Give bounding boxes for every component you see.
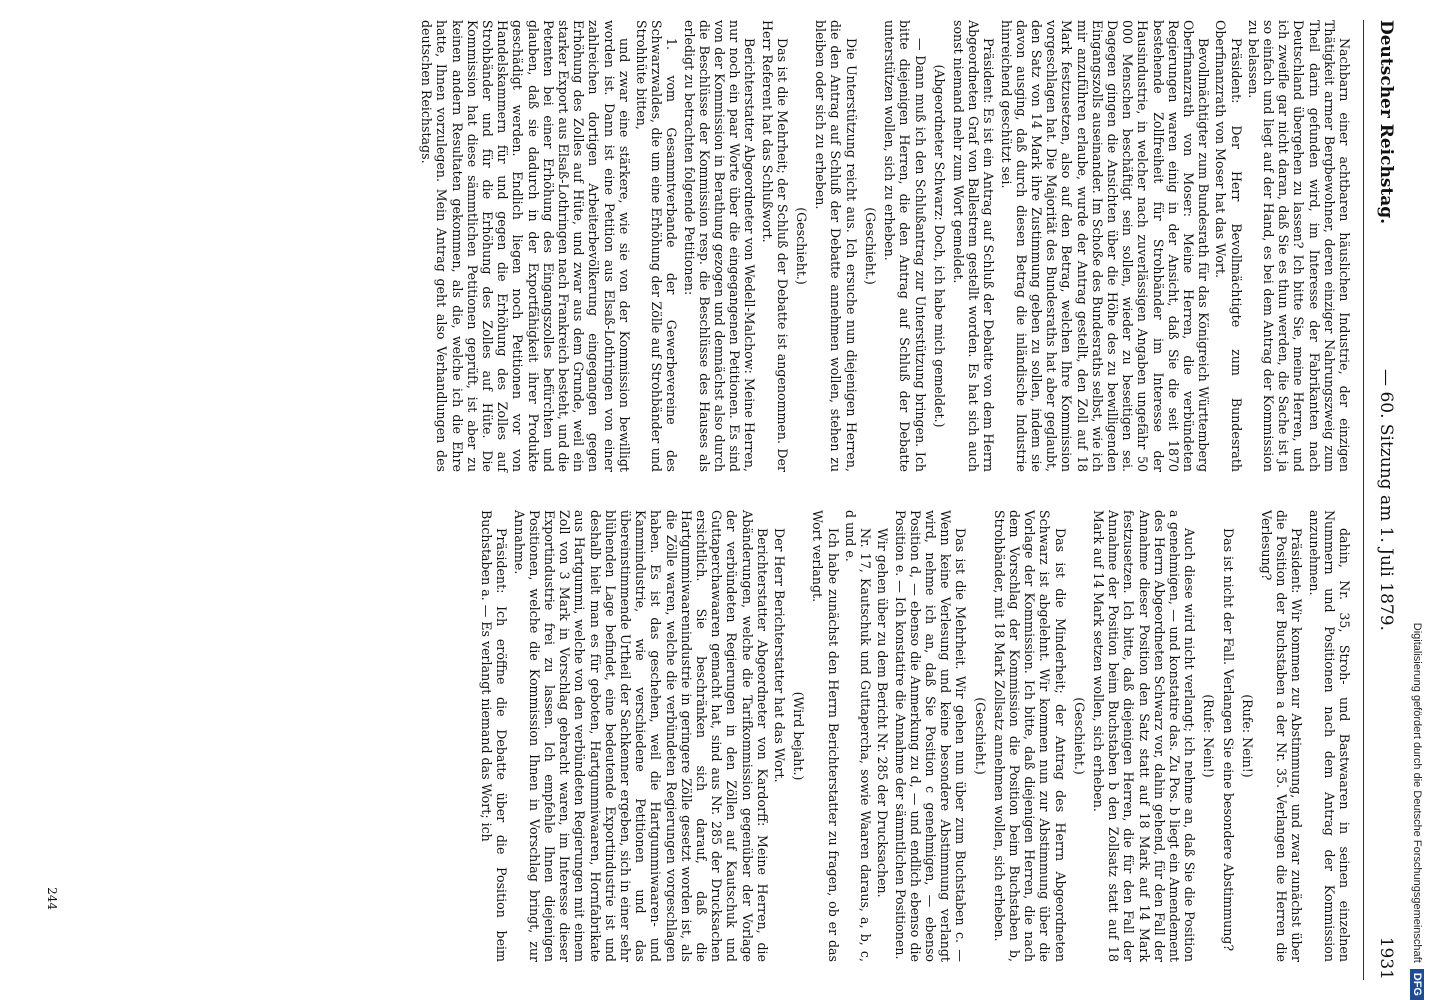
paragraph: Der Herr Berichterstatter hat das Wort. bbox=[772, 528, 788, 783]
dfg-logo: DFG bbox=[1410, 969, 1424, 1000]
paragraph: Das ist die Minderheit; der Antrag des Herrn Abgeordneten Schwarz ist abgelehnt. Wir kommen nun zur Abstimmung über die Vorlage der Kommission. Ich bitte, daß diejenigen Herren, die nach dem Vorschlag der Kommission die Position beim Buchstaben b, Strohbänder, mit 18 Mark Zollsatz annehmen wollen, sich erheben. bbox=[991, 510, 1068, 962]
paragraph: dahin, Nr. 35, Stroh- und Bastwaaren in seinen einzelnen Nummern und Positionen nach dem Antrag der Kommission anzunehmen. bbox=[1306, 510, 1352, 962]
paragraph: Die Unterstützung reicht aus. Ich ersuche nun diejenigen Herren, die den Antrag auf Schluß der Debatte annehmen wollen, stehen zu bleiben oder sich zu erheben. bbox=[813, 20, 859, 472]
paragraph: Das ist die Mehrheit. Wir gehen nun über zum Buchstaben c. — Wenn keine Verlesung und keine besondere Abstimmung verlangt wird, nehme ich an, daß Sie Position c genehmigen, — ebenso Position d, — ebenso die Anmerkung zu d, — und endlich ebenso die Position e. — Ich konstatire die Annahme der sämmtlichen Positionen. bbox=[892, 510, 969, 962]
paragraph: Präsident: Wir kommen zur Abstimmung, und zwar zunächst über die Position der Buchstaben a der Nr. 35. Verlangen die Herren die Verlesung? bbox=[1258, 510, 1305, 962]
interjection-line: (Geschieht.) bbox=[862, 207, 878, 285]
left-text-column bbox=[52, 20, 1352, 472]
dfg-credit-text: Digitalisierung gefördert durch die Deutsche Forschungsgemeinschaft bbox=[1411, 622, 1423, 963]
right-text-column bbox=[52, 510, 1352, 962]
paragraph: Präsident: Es ist ein Antrag auf Schluß der Debatte von dem Herrn Abgeordneten Graf von Ballestrem gestellt worden. Es hat sich auch sonst niemand mehr zum Wort gemeldet. bbox=[950, 20, 997, 472]
page-signature-number: 244 bbox=[45, 887, 59, 910]
interjection-line: (Abgeordneter Schwarz: Doch, ich habe mich gemeldet.) bbox=[931, 64, 947, 428]
paragraph: Berichterstatter Abgeordneter von Wedell-Malchow: Meine Herren, nur noch ein paar Worte über die eingegangenen Petitionen. Es sind von der Kommission in Berathung gezogen und demnächst also durch die Beschlüsse der Kommission resp. die Beschlüsse des Hauses als erledigt zu betrachten folgende Petitionen: bbox=[681, 20, 758, 472]
paragraph: Berichterstatter Abgeordneter von Kardorff: Meine Herren, die Abänderungen, welche die Tarifkommission gegenüber der Vorlage der verbündeten Regierungen in den Zöllen auf Kautschuk und Guttaperchawaaren gemacht hat, sind aus Nr. 285 der Drucksachen ersichtlich. Sie beschränken sich darauf, daß die Hartgummiwaarenindustrie in geringere Zölle gesetzt worden ist, als die Zölle waren, welche die verbündeten Regierungen vorgeschlagen haben. Es ist das geschehen, weil die Hartgummiwaaren- und Kammindustrie, wie verschiedene Petitionen und das übereinstimmende Urtheil der Sachkenner ergeben, sich in einer sehr blühenden Lage befindet, eine bedeutende Exportindustrie ist und deshalb hielt man es für geboten, Hartgummiwaaren, Hornfabrikate aus Hartgummi, welche von den verbündeten Regierungen mit einem Zoll von 3 Mark in Vorschlag gebracht waren, im Interesse dieser Exportindustrie frei zu lassen. Ich empfehle Ihnen diejenigen Positionen, welche die Kommission Ihnen in Vorschlag bringt, zur Annahme. bbox=[511, 510, 770, 962]
paragraph: Ich habe zunächst den Herrn Berichterstatter zu fragen, ob er das Wort verlangt. bbox=[810, 510, 841, 962]
paragraph: Präsident: Der Herr Bevollmächtigte zum Bundesrath Oberfinanzrath von Moser hat das Wort. bbox=[1213, 20, 1244, 472]
header-session: — 60. Sitzung am 1. Juli 1879. bbox=[1376, 369, 1396, 631]
interjection-line: (Rufe: Nein!) bbox=[1239, 694, 1255, 778]
rotated-document-page bbox=[25, 20, 1410, 980]
header-publication: Deutscher Reichstag. bbox=[1376, 20, 1396, 225]
interjection-line: (Rufe: Nein!) bbox=[1201, 694, 1217, 778]
paragraph: und zwar eine stärkere, wie sie von der Kommission bewilligt worden ist. Dann ist eine Petition aus Elsaß-Lothringen von einer zahlreichen dortigen Arbeiterbevölkerung eingegangen gegen Erhöhung des Zolles auf Hüte, und zwar aus dem Grunde, weil ein starker Export aus Elsaß-Lothringen nach Frankreich besteht, und die Petenten bei einer Erhöhung des Eingangszolles befürchten und glauben, daß sie dadurch in der Exportfähigkeit ihrer Produkte geschädigt werden. Endlich liegen noch Petitionen vor von Handelskammern für und gegen die Erhöhung des Zolles auf Strohbänder und für die Erhöhung des Zolles auf Hüte. Die Kommission hat diese sämmtlichen Petitionen geprüft, ist aber zu keinen andern Resultaten gekommen, als die, welche ich die Ehre hatte, Ihnen vorzulegen. Mein Antrag geht also Verhandlungen des deutschen Reichstags. bbox=[419, 20, 632, 472]
page-header bbox=[1363, 20, 1410, 980]
paragraph: Auch diese wird nicht verlangt; ich nehme an, daß Sie die Position a genehmigen, — und konstatire das. Zu Pos. b liegt ein Amendement des Herrn Abgeordneten Schwarz vor, dahin gehend, für den Fall der Annahme dieser Position den Satz statt auf 18 Mark auf 14 Mark festzusetzen. Ich bitte, daß diejenigen Herren, die für den Fall der Annahme der Position beim Buchstaben b den Zollsatz statt auf 18 Mark auf 14 Mark setzen wollen, sich erheben. bbox=[1090, 510, 1198, 962]
paragraph: 1. vom Gesammtverbande der Gewerbevereine des Schwarzwaldes, die um eine Erhöhung der Zölle auf Strohbänder und Strohhüte bitten, bbox=[634, 20, 680, 472]
paragraph: Bevollmächtigter zum Bundesrath für das Königreich Württemberg Oberfinanzrath von Moser: Meine Herren, die verbündeten Regierungen waren einig in der Ansicht, daß Sie die seit 1870 bestehende Zollfreiheit für Strohbänder im Interesse der Hausindustrie, in welcher nach zuverlässigen Angaben ungefähr 50 000 Menschen beschäftigt sein sollen, wieder zu beseitigen sei. Dagegen gingen die Ansichten über die Höhe des zu bewilligenden Eingangszolls auseinander. Im Schoße des Bundesraths selbst, wie ich mir anzuführen erlaube, wurde der Antrag gestellt, den Zoll auf 18 Mark festzusetzen, also auf den Betrag, welchen Ihre Kommission vorgeschlagen hat. Die Majorität des Bundesraths hat aber geglaubt, den Satz von 14 Mark ihre Zustimmung geben zu sollen, indem sie davon ausging, daß durch diesen Betrag die inländische Industrie hinreichend geschützt sei. bbox=[998, 20, 1212, 472]
interjection-line: (Wird bejaht.) bbox=[791, 691, 807, 781]
interjection-line: (Geschieht.) bbox=[794, 207, 810, 285]
paragraph: Nachbarn einer achtbaren häuslichen Industrie, der einzigen Thätigkeit armer Bergbewohner, deren einziger Nahrungszweig zum Theil darin gefunden wird, im Interesse der Fabrikanten nach Deutschland übergehen zu lassen? Ich bitte Sie, meine Herren, und ich zweifle gar nicht daran, daß Sie es thun werden, die Sache ist ja so einfach und liegt auf der Hand, es bei dem Antrag der Kommission zu belassen. bbox=[1245, 20, 1352, 472]
paragraph: — Dann muß ich den Schlußantrag zur Unterstützung bringen. Ich bitte diejenigen Herren, die den Antrag auf Schluß der Debatte unterstützen wollen, sich zu erheben. bbox=[882, 20, 928, 472]
interjection-line: (Geschieht.) bbox=[1071, 697, 1087, 775]
paragraph: Das ist nicht der Fall. Verlangen Sie eine besondere Abstimmung? bbox=[1220, 528, 1236, 952]
header-page-number: 1931 bbox=[1376, 936, 1396, 980]
dfg-credit-strip bbox=[1406, 40, 1428, 1000]
paragraph: Wir gehen über zu dem Bericht Nr. 285 der Drucksachen. bbox=[875, 528, 891, 898]
paragraph: Nr. 17, Kautschuk und Guttapercha, sowie Waaren daraus, a, b, c, d und e. bbox=[842, 510, 874, 962]
paragraph: Präsident: Ich eröffne die Debatte über die Position beim Buchstaben a. — Es verlangt niemand das Wort; ich bbox=[479, 510, 510, 962]
interjection-line: (Geschieht.) bbox=[972, 697, 988, 775]
paragraph: Das ist die Mehrheit; der Schluß der Debatte ist angenommen. Der Herr Referent hat das Schlußwort. bbox=[759, 20, 790, 472]
